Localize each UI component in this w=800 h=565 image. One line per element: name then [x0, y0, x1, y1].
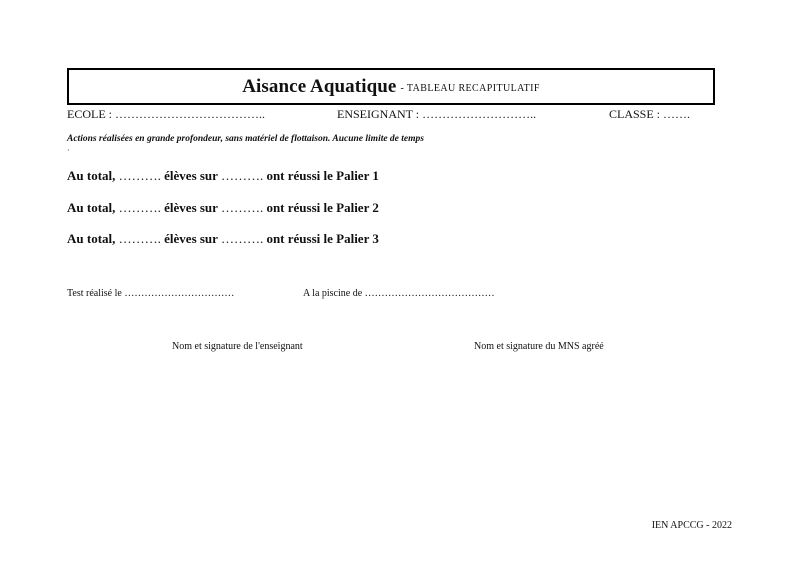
total-suffix: ont réussi le Palier 2: [266, 200, 379, 215]
total-blank-eleves: ……….: [118, 231, 161, 246]
total-suffix: ont réussi le Palier 1: [266, 168, 379, 183]
total-blank-eleves: ……….: [118, 200, 161, 215]
note-mark: ·: [67, 146, 70, 155]
total-blank-sur: ……….: [220, 200, 264, 215]
piscine-field: A la piscine de …………………………………: [303, 288, 495, 299]
total-mid: élèves sur: [164, 200, 218, 215]
total-prefix: Au total,: [67, 200, 116, 215]
classe-field: CLASSE : …….: [609, 107, 691, 121]
total-palier-3: [67, 231, 379, 247]
test-date-field: Test réalisé le ……………………………: [67, 288, 235, 299]
total-palier-1: [67, 168, 379, 184]
total-mid: élèves sur: [164, 231, 218, 246]
total-prefix: Au total,: [67, 168, 116, 183]
ecole-field: ECOLE : ………………………………..: [67, 107, 265, 121]
instructions-note: Actions réalisées en grande profondeur, sans matériel de flottaison. Aucune limite de temps: [67, 134, 424, 144]
total-prefix: Au total,: [67, 231, 116, 246]
page-title: Aisance Aquatique: [242, 75, 397, 97]
footer-credit: IEN APCCG - 2022: [651, 520, 732, 531]
signature-enseignant: Nom et signature de l'enseignant: [172, 341, 303, 352]
total-blank-eleves: ……….: [118, 168, 161, 183]
total-palier-2: [67, 200, 379, 216]
title-box: [67, 68, 715, 105]
total-blank-sur: ……….: [220, 168, 264, 183]
total-blank-sur: ……….: [220, 231, 264, 246]
total-suffix: ont réussi le Palier 3: [266, 231, 379, 246]
signature-mns: Nom et signature du MNS agréé: [474, 341, 604, 352]
enseignant-field: ENSEIGNANT : ………………………..: [337, 107, 537, 121]
total-mid: élèves sur: [164, 168, 218, 183]
page-subtitle: - TABLEAU RECAPITULATIF: [400, 83, 540, 94]
